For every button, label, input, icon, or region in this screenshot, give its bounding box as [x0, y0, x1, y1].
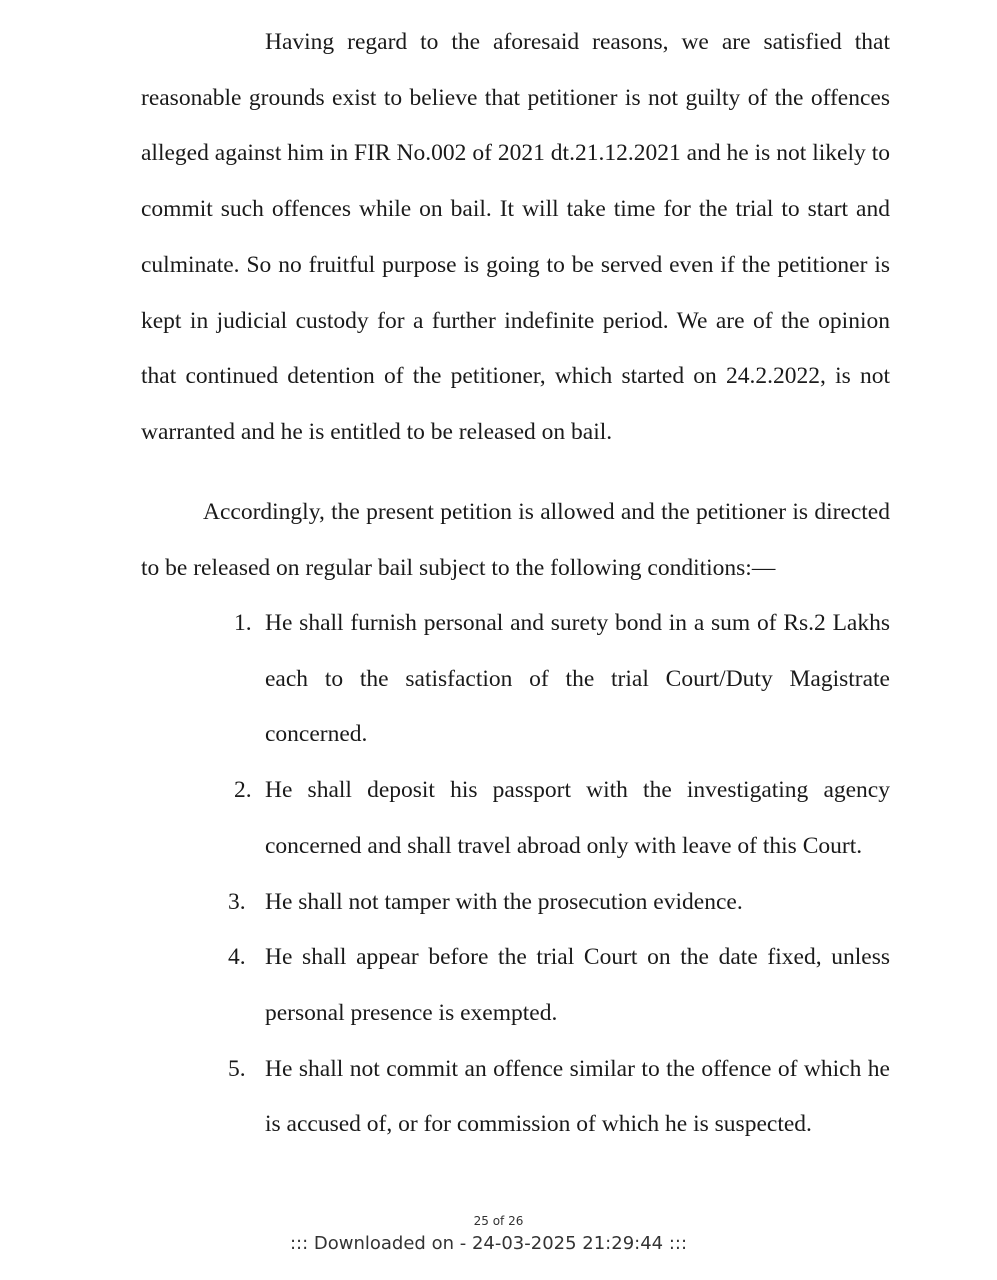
condition-number: 5. [228, 1055, 246, 1082]
condition-text: He shall not tamper with the prosecution evidence. [265, 888, 743, 915]
bail-condition [141, 763, 890, 874]
condition-number: 1. [234, 610, 252, 636]
paragraph-bail-reasons: Having regard to the aforesaid reasons, we are satisfied that reasonable grounds exist to believe that petitioner is not guilty of the offences alleged against him in FIR No.002 of 2021 dt.21.12.2021 and he is not likely to commit such offences while on bail. It will take time for the trial to start and culminate. So no fruitful purpose is going to be served even if the petitioner is kept in judicial custody for a further indefinite period. We are of the opinion that continued detention of the petitioner, which started on 24.2.2022, is not warranted and he is entitled to be released on bail. [141, 29, 890, 445]
bail-condition [141, 596, 890, 763]
download-stamp: ::: Downloaded on - 24-03-2025 21:29:44 ::: [289, 1233, 688, 1254]
condition-number: 4. [228, 944, 246, 971]
bail-condition [141, 875, 890, 931]
paragraph-bail-order: Accordingly, the present petition is allowed and the petitioner is directed to be released on regular bail subject to the following conditions:— [141, 499, 890, 581]
condition-text: He shall furnish personal and surety bond in a sum of Rs.2 Lakhs each to the satisfaction of the trial Court/Duty Magistrate concerned. [265, 610, 890, 748]
bail-conditions-list [141, 596, 890, 1153]
condition-text: He shall not commit an offence similar to the offence of which he is accused of, or for commission of which he is suspected. [265, 1055, 890, 1138]
page-number: 25 of 26 [473, 1214, 524, 1228]
condition-number: 3. [228, 888, 246, 915]
condition-text: He shall deposit his passport with the investigating agency concerned and shall travel abroad only with leave of this Court. [265, 777, 890, 859]
condition-number: 2. [234, 777, 252, 804]
bail-condition [141, 1042, 890, 1153]
condition-text: He shall appear before the trial Court on the date fixed, unless personal presence is exempted. [265, 944, 890, 1026]
bail-condition [141, 930, 890, 1041]
